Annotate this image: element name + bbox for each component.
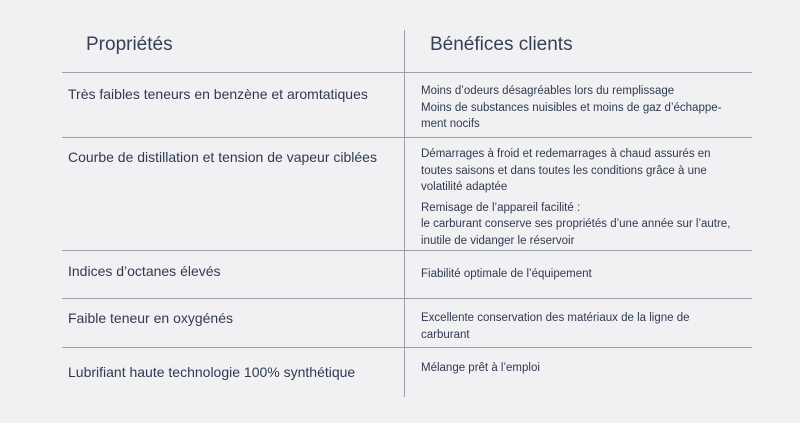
- row-divider: [62, 137, 752, 138]
- property-row-4: Faible teneur en oxygénés: [68, 310, 233, 326]
- row-divider: [62, 298, 752, 299]
- property-row-3: Indices d’octanes élevés: [68, 263, 221, 279]
- benefits-row-1: [421, 83, 741, 133]
- benefits-row-5: [421, 360, 741, 377]
- row-divider: [62, 72, 752, 73]
- property-row-1: Très faibles teneurs en benzène et aromtatiques: [68, 86, 368, 102]
- benefit-text: Démarrages à froid et redemarrages à chaud assurés en toutes saisons et dans toutes les conditions grâce à une volatilité adaptée: [421, 148, 711, 193]
- row-divider: [62, 250, 752, 251]
- benefits-row-4: [421, 310, 721, 343]
- property-row-5: Lubrifiant haute technologie 100% synthétique: [68, 364, 356, 380]
- benefits-row-3: [421, 266, 741, 283]
- benefit-text: le carburant conserve ses propriétés d’une année sur l’autre, inutile de vidanger le réservoir: [421, 218, 731, 247]
- benefit-text: Mélange prêt à l’emploi: [421, 362, 540, 374]
- column-divider: [404, 30, 405, 397]
- benefit-text: Excellente conservation des matériaux de la ligne de carburant: [421, 312, 690, 341]
- benefit-text: Remisage de l’appareil facilité :: [421, 201, 581, 214]
- benefit-text: Moins d’odeurs désagréables lors du remplissage: [421, 85, 675, 97]
- benefit-text: Moins de substances nuisibles et moins de gaz d’échappe- ment nocifs: [421, 101, 722, 130]
- header-properties: Propriétés: [86, 34, 173, 55]
- benefits-row-2: [421, 146, 731, 249]
- benefit-text: Fiabilité optimale de l’équipement: [421, 268, 592, 280]
- property-row-2: Courbe de distillation et tension de vapeur ciblées: [68, 149, 377, 165]
- header-benefits: Bénéfices clients: [430, 34, 573, 55]
- row-divider: [62, 347, 752, 348]
